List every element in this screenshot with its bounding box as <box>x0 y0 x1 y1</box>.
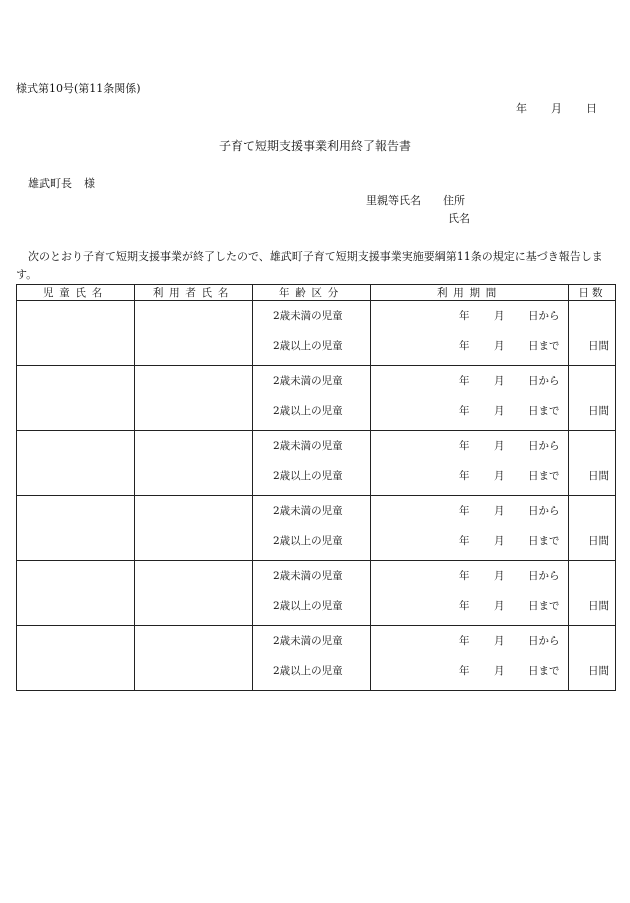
period-end-month: 月 <box>494 405 505 417</box>
period-start <box>371 301 568 331</box>
child-name-cell[interactable] <box>17 431 135 496</box>
period-start <box>371 366 568 396</box>
document-title: 子育て短期支援事業利用終了報告書 <box>218 139 411 153</box>
period-end-year: 年 <box>459 340 470 352</box>
days-cell[interactable] <box>569 626 616 691</box>
name-label: 氏名 <box>448 212 470 225</box>
days-unit: 日間 <box>588 470 609 482</box>
age-over2: 2歳以上の児童 <box>273 340 343 352</box>
address-label: 住所 <box>443 194 465 207</box>
date-month-label: 月 <box>551 102 562 115</box>
age-under2: 2歳未満の児童 <box>273 570 343 582</box>
period-end <box>371 591 568 621</box>
period-end-year: 年 <box>459 535 470 547</box>
period-start-year: 年 <box>459 505 470 517</box>
period-end-day: 日まで <box>528 665 560 677</box>
period-cell[interactable] <box>371 366 569 431</box>
period-start-day: 日から <box>528 375 560 387</box>
period-cell[interactable] <box>371 496 569 561</box>
age-class-cell <box>253 561 371 626</box>
table-header-row <box>17 285 616 301</box>
period-end-day: 日まで <box>528 470 560 482</box>
period-start-year: 年 <box>459 570 470 582</box>
user-name-cell[interactable] <box>135 301 253 366</box>
period-cell[interactable] <box>371 626 569 691</box>
child-name-cell[interactable] <box>17 366 135 431</box>
period-end <box>371 331 568 361</box>
period-cell[interactable] <box>371 301 569 366</box>
table-row <box>17 496 616 561</box>
date-year-label: 年 <box>516 102 527 115</box>
reporter-block <box>366 192 465 208</box>
report-table <box>16 284 616 691</box>
period-start-day: 日から <box>528 635 560 647</box>
user-name-cell[interactable] <box>135 561 253 626</box>
days-unit: 日間 <box>588 600 609 612</box>
age-class-cell <box>253 431 371 496</box>
table-row <box>17 561 616 626</box>
addressee <box>28 175 95 191</box>
days-unit: 日間 <box>588 340 609 352</box>
days-cell[interactable] <box>569 431 616 496</box>
period-start-month: 月 <box>494 635 505 647</box>
report-date <box>516 100 597 116</box>
header-period: 利用期間 <box>371 285 569 301</box>
table-row <box>17 366 616 431</box>
age-over2: 2歳以上の児童 <box>273 665 343 677</box>
age-under2: 2歳未満の児童 <box>273 505 343 517</box>
period-start-year: 年 <box>459 635 470 647</box>
days-cell[interactable] <box>569 496 616 561</box>
period-start-year: 年 <box>459 310 470 322</box>
addressee-name: 雄武町長 <box>28 177 72 190</box>
period-start <box>371 496 568 526</box>
period-end-day: 日まで <box>528 600 560 612</box>
user-name-cell[interactable] <box>135 496 253 561</box>
user-name-cell[interactable] <box>135 366 253 431</box>
period-start-day: 日から <box>528 505 560 517</box>
period-end-month: 月 <box>494 665 505 677</box>
period-end-day: 日まで <box>528 535 560 547</box>
table-row <box>17 626 616 691</box>
period-cell[interactable] <box>371 561 569 626</box>
period-start <box>371 431 568 461</box>
period-start-day: 日から <box>528 440 560 452</box>
age-over2: 2歳以上の児童 <box>273 405 343 417</box>
header-age-class: 年齢区分 <box>253 285 371 301</box>
date-day-label: 日 <box>586 102 597 115</box>
days-unit: 日間 <box>588 665 609 677</box>
age-under2: 2歳未満の児童 <box>273 635 343 647</box>
age-class-cell <box>253 626 371 691</box>
period-start-day: 日から <box>528 570 560 582</box>
age-class-cell <box>253 496 371 561</box>
period-start-month: 月 <box>494 440 505 452</box>
period-start-month: 月 <box>494 375 505 387</box>
period-end-year: 年 <box>459 600 470 612</box>
days-cell[interactable] <box>569 301 616 366</box>
age-class-cell <box>253 366 371 431</box>
period-start-day: 日から <box>528 310 560 322</box>
days-cell[interactable] <box>569 366 616 431</box>
child-name-cell[interactable] <box>17 626 135 691</box>
child-name-cell[interactable] <box>17 561 135 626</box>
header-days: 日数 <box>569 285 616 301</box>
user-name-cell[interactable] <box>135 626 253 691</box>
days-unit: 日間 <box>588 535 609 547</box>
period-start-month: 月 <box>494 570 505 582</box>
child-name-cell[interactable] <box>17 496 135 561</box>
period-end <box>371 461 568 491</box>
days-unit: 日間 <box>588 405 609 417</box>
period-end-year: 年 <box>459 405 470 417</box>
period-end-month: 月 <box>494 470 505 482</box>
period-end <box>371 526 568 556</box>
period-start-month: 月 <box>494 310 505 322</box>
days-cell[interactable] <box>569 561 616 626</box>
user-name-cell[interactable] <box>135 431 253 496</box>
age-under2: 2歳未満の児童 <box>273 375 343 387</box>
age-under2: 2歳未満の児童 <box>273 310 343 322</box>
period-start <box>371 561 568 591</box>
addressee-honorific: 様 <box>84 177 95 190</box>
period-end-month: 月 <box>494 600 505 612</box>
reporter-label: 里親等氏名 <box>366 194 421 207</box>
form-number: 様式第10号(第11条関係) <box>16 82 141 95</box>
table-row <box>17 301 616 366</box>
child-name-cell[interactable] <box>17 301 135 366</box>
body-text: 次のとおり子育て短期支援事業が終了したので、雄武町子育て短期支援事業実施要綱第11条の規定に基づき報告します。 <box>16 250 603 281</box>
period-end-year: 年 <box>459 470 470 482</box>
age-over2: 2歳以上の児童 <box>273 470 343 482</box>
period-cell[interactable] <box>371 431 569 496</box>
period-end-day: 日まで <box>528 405 560 417</box>
period-end <box>371 396 568 426</box>
age-class-cell <box>253 301 371 366</box>
table-row <box>17 431 616 496</box>
period-start <box>371 626 568 656</box>
period-end-month: 月 <box>494 340 505 352</box>
period-end-day: 日まで <box>528 340 560 352</box>
header-user-name: 利用者氏名 <box>135 285 253 301</box>
age-over2: 2歳以上の児童 <box>273 535 343 547</box>
period-end <box>371 656 568 686</box>
period-start-year: 年 <box>459 375 470 387</box>
period-end-year: 年 <box>459 665 470 677</box>
period-start-month: 月 <box>494 505 505 517</box>
age-over2: 2歳以上の児童 <box>273 600 343 612</box>
period-start-year: 年 <box>459 440 470 452</box>
header-child-name: 児童氏名 <box>17 285 135 301</box>
period-end-month: 月 <box>494 535 505 547</box>
age-under2: 2歳未満の児童 <box>273 440 343 452</box>
